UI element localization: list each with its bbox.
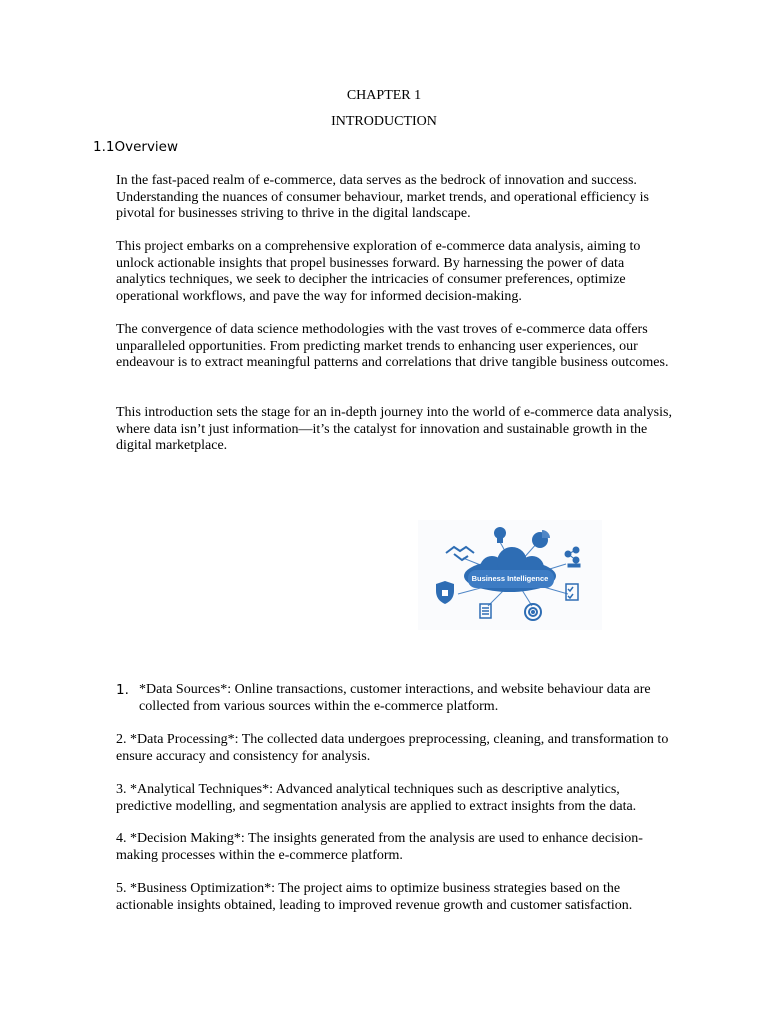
- intro-paragraph-4: This introduction sets the stage for an in-depth journey into the world of e-commerce data analysis, where data isn’t just information—it’s the catalyst for innovation and sustainable growth in the digital marketplace.: [116, 405, 672, 454]
- intro-paragraph-2: This project embarks on a comprehensive exploration of e-commerce data analysis, aiming to unlock actionable insights that propel businesses forward. By harnessing the power of data analytics techniques, we seek to decipher the intricacies of consumer preferences, optimize operational workflows, and pave the way for informed decision-making.: [116, 239, 641, 304]
- list-item-5: 5. *Business Optimization*: The project aims to optimize business strategies based on the actionable insights obtained, leading to improved revenue growth and customer satisfaction.: [116, 881, 633, 913]
- list-item-1: *Data Sources*: Online transactions, customer interactions, and website behaviour data are collected from various sources within the e-commerce platform.: [139, 682, 651, 714]
- list-item-3: 3. *Analytical Techniques*: Advanced analytical techniques such as descriptive analytics, predictive modelling, and segmentation analysis are applied to extract insights from the data.: [116, 782, 637, 814]
- intro-paragraph-1: In the fast-paced realm of e-commerce, data serves as the bedrock of innovation and success. Understanding the nuances of consumer behaviour, market trends, and operational efficiency is pivotal for businesses striving to thrive in the digital landscape.: [116, 173, 649, 222]
- intro-paragraph-3: The convergence of data science methodologies with the vast troves of e-commerce data offers unparalleled opportunities. From predicting market trends to enhancing user experiences, our endeavour is to extract meaningful patterns and correlations that drive tangible business outcomes.: [116, 322, 669, 371]
- chapter-label: CHAPTER 1: [346, 88, 422, 103]
- list-item-2: 2. *Data Processing*: The collected data undergoes preprocessing, cleaning, and transformation to ensure accuracy and consistency for analysis.: [116, 732, 669, 764]
- figure-label: Business Intelligence: [471, 574, 549, 583]
- list-item-1-number: 1.: [116, 682, 129, 698]
- section-heading: 1.1Overview: [93, 139, 179, 155]
- chapter-title: INTRODUCTION: [331, 114, 437, 129]
- business-intelligence-figure: [418, 520, 602, 630]
- list-item-4: 4. *Decision Making*: The insights generated from the analysis are used to enhance decision-making processes within the e-commerce platform.: [116, 831, 643, 863]
